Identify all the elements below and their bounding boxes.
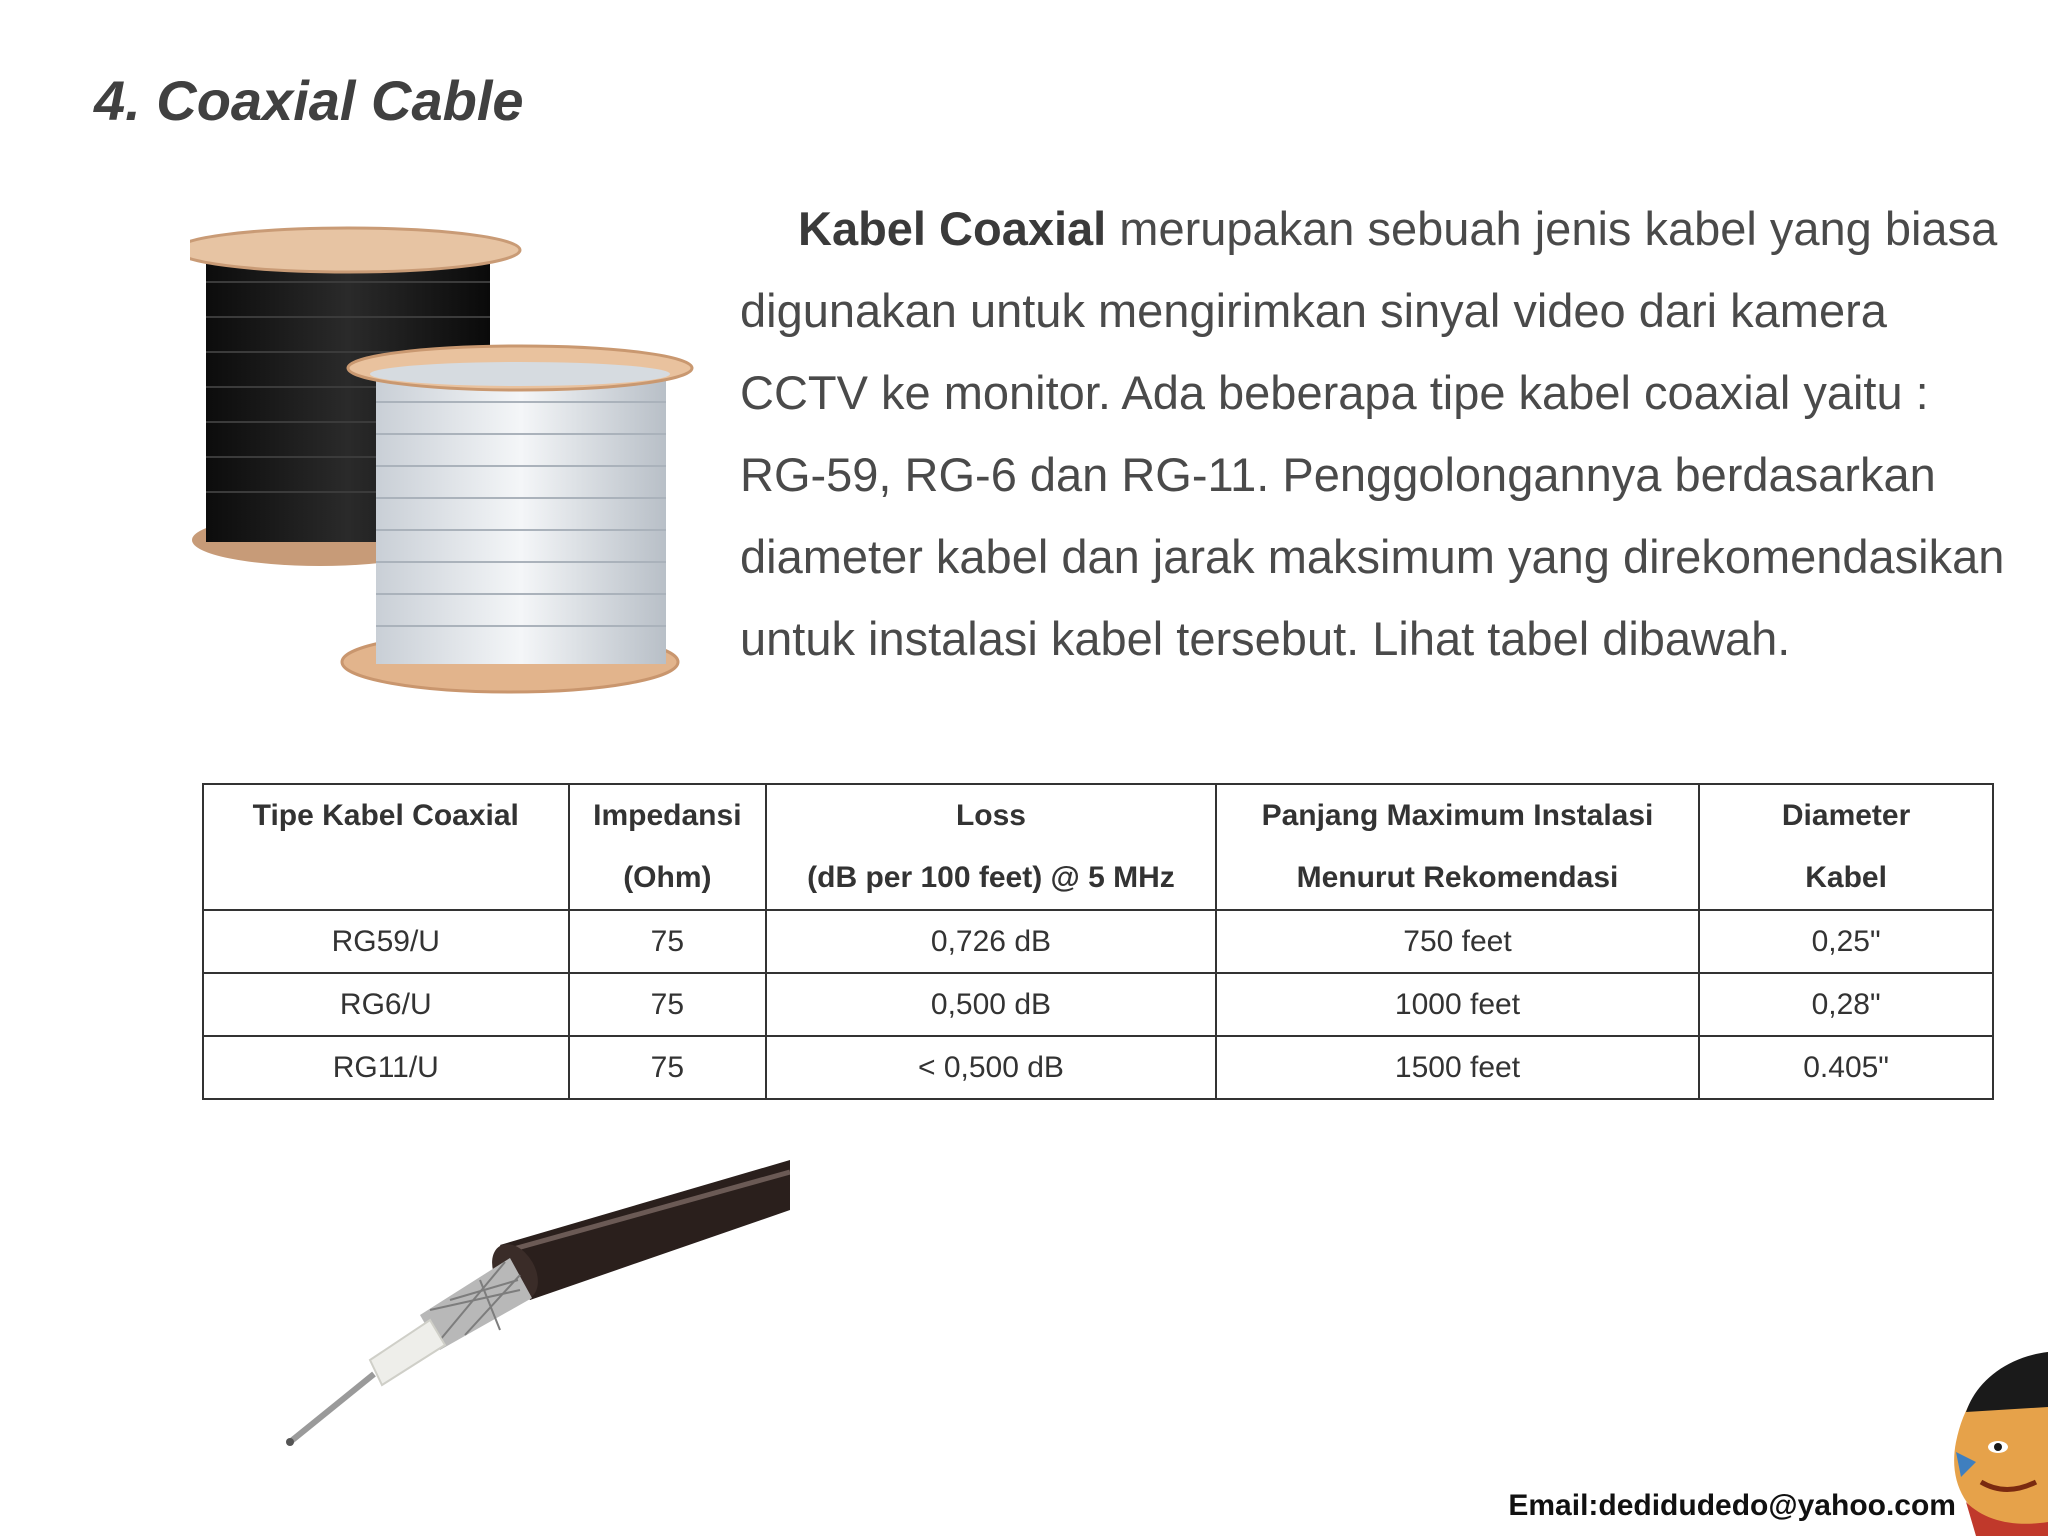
description-paragraph — [740, 188, 2010, 680]
table-cell: 1500 feet — [1216, 1036, 1699, 1099]
paragraph-body: merupakan sebuah jenis kabel yang biasa digunakan untuk mengirimkan sinyal video dari kamera CCTV ke monitor. Ada beberapa tipe kabel coaxial yaitu : RG-59, RG-6 dan RG-11. Penggolongannya berdasarkan diameter kabel dan jarak maksimum yang direkomendasikan untuk instalasi kabel tersebut. Lihat tabel dibawah. — [740, 202, 2005, 665]
table-cell: RG6/U — [203, 973, 569, 1036]
header-cell: Loss (dB per 100 feet) @ 5 MHz — [766, 784, 1216, 910]
table-cell: 750 feet — [1216, 910, 1699, 973]
table-cell: 0,28" — [1699, 973, 1993, 1036]
table-header-row — [203, 784, 1993, 910]
header-cell: Tipe Kabel Coaxial — [203, 784, 569, 910]
table-cell: 75 — [569, 910, 767, 973]
paragraph-lead: Kabel Coaxial — [798, 202, 1107, 255]
table-row — [203, 973, 1993, 1036]
table-cell: RG59/U — [203, 910, 569, 973]
coaxial-spec-table — [202, 783, 1994, 1100]
table-cell: 75 — [569, 973, 767, 1036]
header-cell: Impedansi (Ohm) — [569, 784, 767, 910]
table-cell: 0,25" — [1699, 910, 1993, 973]
table-row — [203, 1036, 1993, 1099]
table-cell: 0.405" — [1699, 1036, 1993, 1099]
author-email[interactable]: Email:dedidudedo@yahoo.com — [1508, 1489, 1956, 1522]
table-cell: RG11/U — [203, 1036, 569, 1099]
table-cell: 0,500 dB — [766, 973, 1216, 1036]
table-row — [203, 910, 1993, 973]
coaxial-cable-cutaway-image — [270, 1150, 790, 1480]
table-cell: < 0,500 dB — [766, 1036, 1216, 1099]
table-cell: 75 — [569, 1036, 767, 1099]
slide-title: 4. Coaxial Cable — [94, 69, 524, 132]
header-cell: Panjang Maximum Instalasi Menurut Rekomendasi — [1216, 784, 1699, 910]
header-cell: Diameter Kabel — [1699, 784, 1993, 910]
table-cell: 1000 feet — [1216, 973, 1699, 1036]
table-cell: 0,726 dB — [766, 910, 1216, 973]
cable-spools-image — [190, 222, 710, 702]
